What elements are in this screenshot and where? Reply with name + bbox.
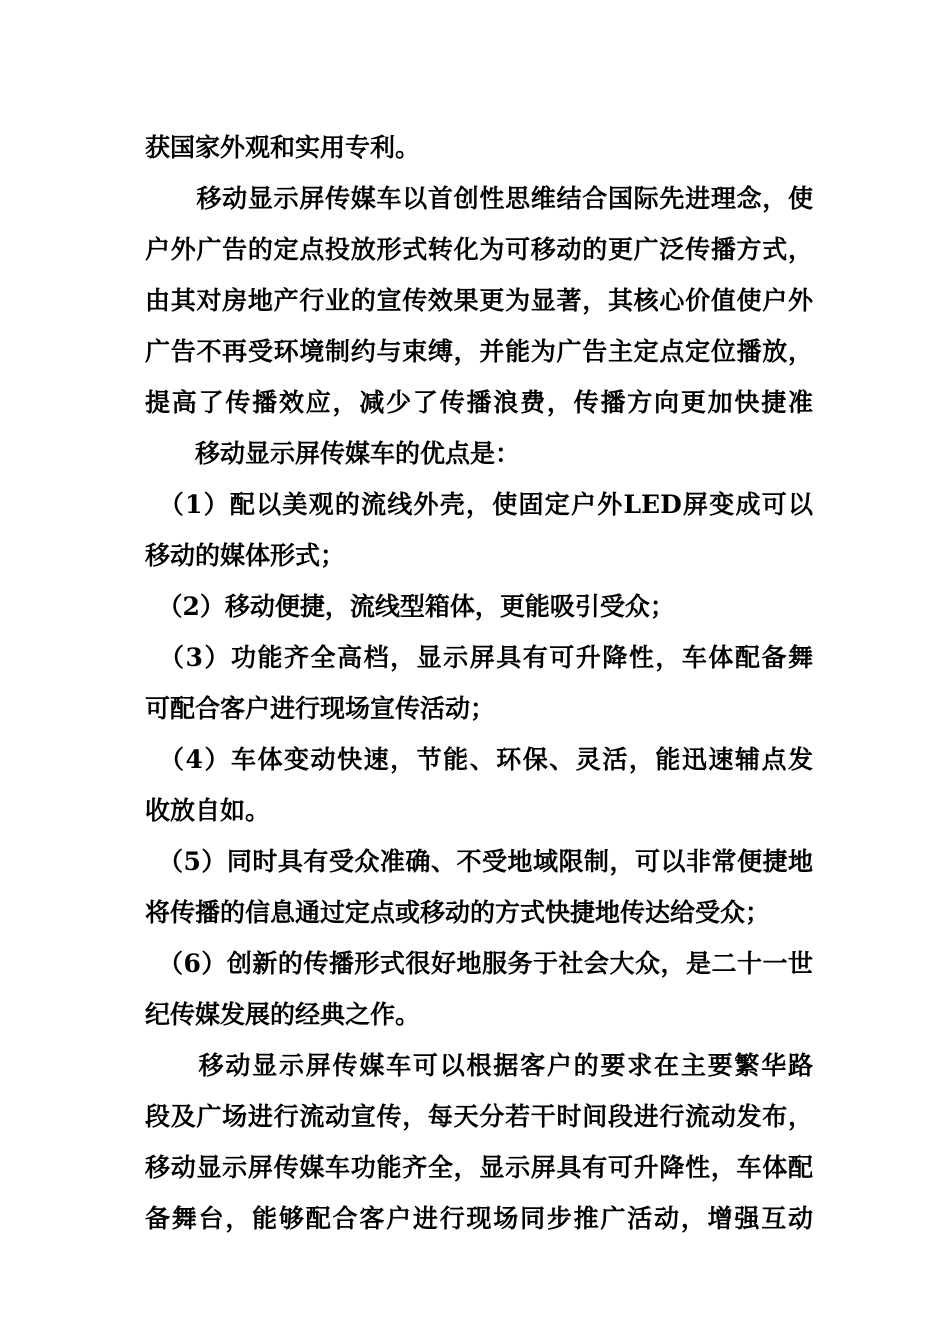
text-line-21: 移动显示屏传媒车功能齐全，显示屏具有可升降性，车体配 (145, 1153, 813, 1182)
text-line-9: 移动的媒体形式； (145, 541, 346, 570)
text-line-4: 由其对房地产行业的宣传效果更为显著，其核心价值使户外 (145, 286, 813, 315)
text-line-15: （5）同时具有受众准确、不受地域限制，可以非常便捷地 (145, 847, 813, 876)
text-line-5: 广告不再受环境制约与束缚，并能为广告主定点定位播放， (145, 337, 813, 366)
text-line-1: 获国家外观和实用专利。 (145, 133, 421, 162)
text-line-6: 提高了传播效应，减少了传播浪费，传播方向更加快捷准 (145, 388, 813, 417)
text-line-2: 移动显示屏传媒车以首创性思维结合国际先进理念，使 (145, 184, 813, 213)
text-line-13: （4）车体变动快速，节能、环保、灵活，能迅速辅点发 (171, 745, 813, 774)
text-line-14: 收放自如。 (145, 796, 271, 825)
text-line-7: 移动显示屏传媒车的优点是： (145, 439, 521, 468)
text-line-17: （6）创新的传播形式很好地服务于社会大众，是二十一世 (145, 949, 813, 978)
text-line-11: （3）功能齐全高档，显示屏具有可升降性，车体配备舞 (171, 643, 813, 672)
document-body (145, 122, 813, 1244)
text-line-16: 将传播的信息通过定点或移动的方式快捷地传达给受众； (145, 898, 771, 927)
text-line-8: （1）配以美观的流线外壳，使固定户外LED屏变成可以 (145, 490, 813, 519)
text-line-20: 段及广场进行流动宣传，每天分若干时间段进行流动发布， (145, 1102, 813, 1131)
text-line-3: 户外广告的定点投放形式转化为可移动的更广泛传播方式， (145, 235, 813, 264)
text-line-22: 备舞台，能够配合客户进行现场同步推广活动，增强互动 (145, 1204, 813, 1233)
text-line-10: （2）移动便捷，流线型箱体，更能吸引受众； (145, 592, 675, 621)
text-line-18: 纪传媒发展的经典之作。 (145, 1000, 421, 1029)
text-line-19: 移动显示屏传媒车可以根据客户的要求在主要繁华路 (145, 1051, 813, 1080)
text-line-12: 可配合客户进行现场宣传活动； (145, 694, 496, 723)
